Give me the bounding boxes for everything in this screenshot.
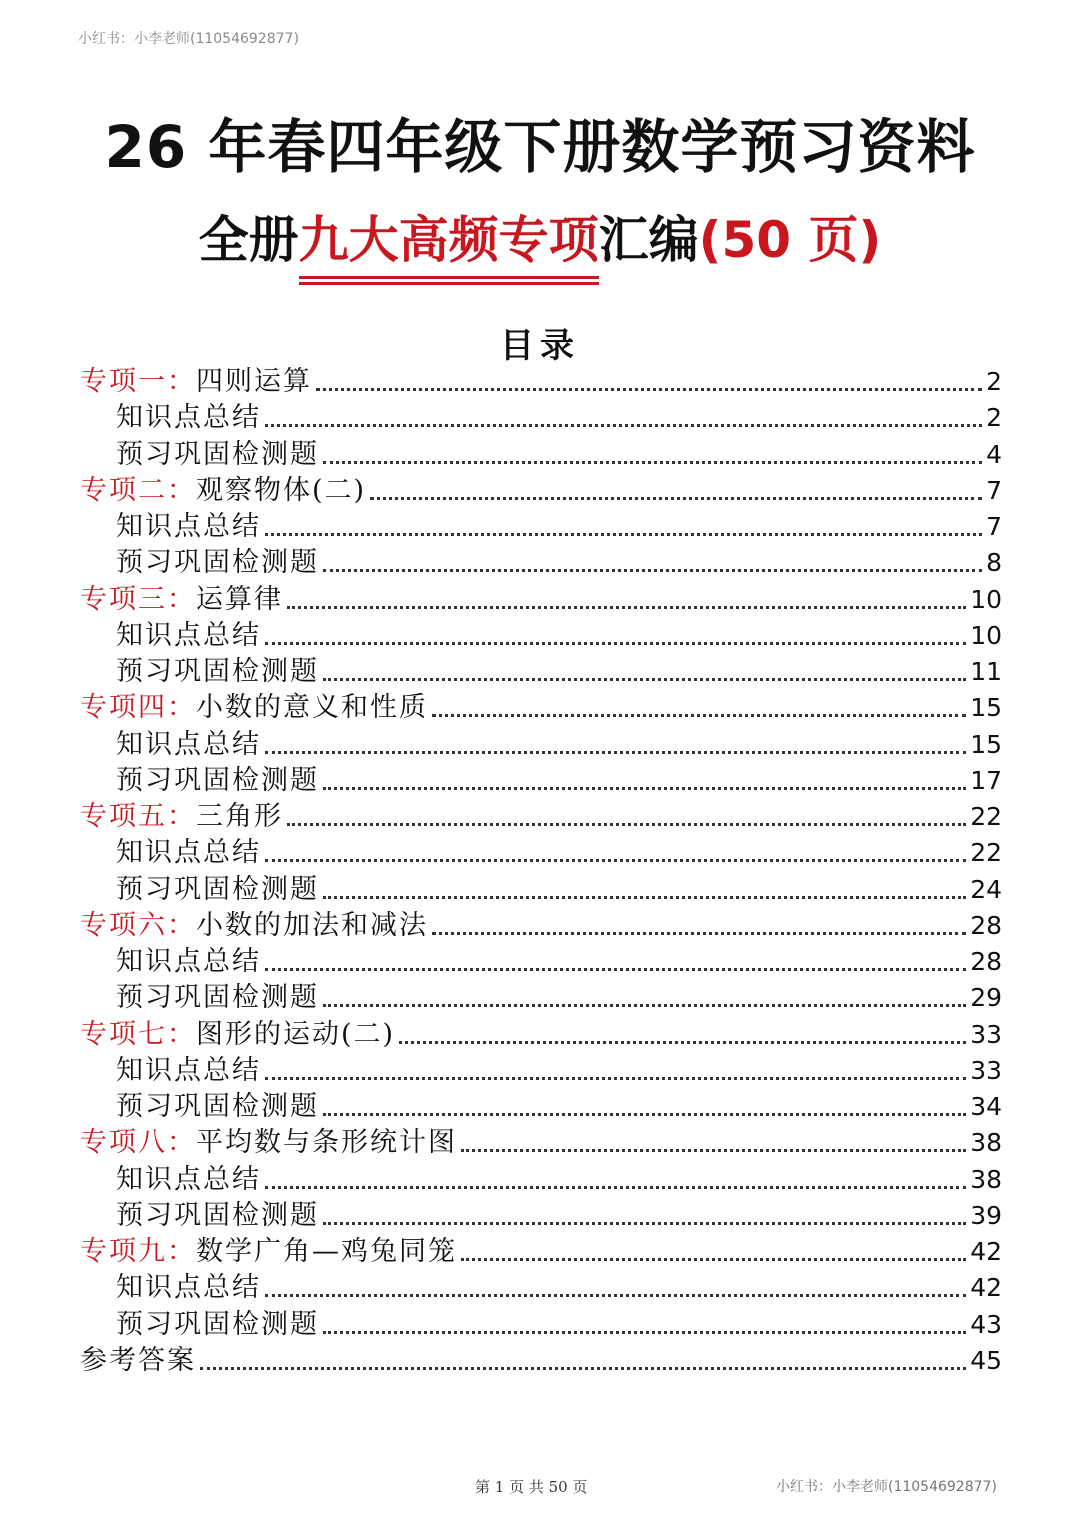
toc-subentry[interactable] bbox=[116, 654, 1002, 690]
toc-entry-text: 平均数与条形统计图 bbox=[196, 1127, 457, 1159]
toc-entry[interactable] bbox=[80, 1125, 1002, 1161]
document-title: 26 年春四年级下册数学预习资料 bbox=[104, 113, 976, 181]
toc-entry-text: 运算律 bbox=[196, 583, 283, 615]
toc-entry-prefix: 专项五： bbox=[80, 801, 196, 832]
toc-entry-prefix: 专项一： bbox=[80, 366, 196, 397]
dot-leader bbox=[287, 823, 966, 826]
toc-entry[interactable] bbox=[80, 690, 1002, 726]
toc-entry-text: 小数的意义和性质 bbox=[196, 692, 428, 724]
toc-entry-prefix: 专项六： bbox=[80, 909, 196, 941]
toc-entry-prefix: 专项二： bbox=[80, 474, 196, 506]
toc-page-number: 7 bbox=[986, 512, 1002, 541]
toc-entry-label bbox=[116, 835, 261, 871]
toc-entry-prefix: 专项四： bbox=[80, 692, 196, 724]
dot-leader bbox=[265, 751, 966, 754]
toc-subentry[interactable] bbox=[116, 944, 1002, 980]
toc-subentry[interactable] bbox=[116, 1307, 1002, 1343]
document-subtitle bbox=[0, 200, 1080, 279]
toc-entry-text: 知识点总结 bbox=[116, 837, 261, 869]
toc-page-number: 33 bbox=[970, 1019, 1002, 1049]
toc-page-number: 29 bbox=[970, 983, 1002, 1013]
toc-entry-prefix: 专项八： bbox=[80, 1127, 196, 1159]
toc-page-number: 10 bbox=[970, 620, 1002, 650]
toc-entry[interactable] bbox=[80, 799, 1002, 835]
toc-entry-text: 小数的加法和减法 bbox=[196, 909, 428, 941]
dot-leader bbox=[265, 642, 966, 645]
toc-entry-text: 知识点总结 bbox=[116, 619, 261, 651]
toc-entry-label bbox=[116, 1307, 319, 1343]
toc-page-number: 2 bbox=[986, 403, 1002, 433]
toc-entry-text: 知识点总结 bbox=[116, 511, 261, 542]
toc-entry-prefix: 专项九： bbox=[80, 1236, 196, 1267]
toc-subentry[interactable] bbox=[116, 872, 1002, 908]
dot-leader bbox=[287, 606, 966, 609]
toc-subentry[interactable] bbox=[116, 1053, 1002, 1089]
toc-page-number: 42 bbox=[970, 1237, 1002, 1266]
toc-page-number: 39 bbox=[970, 1200, 1002, 1230]
toc-page-number: 15 bbox=[970, 693, 1002, 723]
toc-entry[interactable] bbox=[80, 1017, 1002, 1053]
toc-entry-text: 知识点总结 bbox=[116, 1272, 261, 1304]
toc-entry-label bbox=[80, 1234, 457, 1270]
dot-leader bbox=[432, 714, 966, 717]
toc-subentry[interactable] bbox=[116, 437, 1002, 473]
toc-entry-label bbox=[116, 727, 261, 763]
dot-leader bbox=[323, 1113, 966, 1116]
toc-entry-text: 三角形 bbox=[196, 801, 283, 832]
watermark-bottom: 小红书：小李老师(11054692877) bbox=[776, 1479, 997, 1495]
dot-leader bbox=[200, 1367, 966, 1370]
toc-entry-text: 观察物体(二) bbox=[196, 474, 367, 506]
toc-entry[interactable] bbox=[80, 582, 1002, 618]
dot-leader bbox=[323, 678, 966, 681]
toc-subentry[interactable] bbox=[116, 1162, 1002, 1198]
toc-page-number: 22 bbox=[970, 802, 1002, 831]
page-indicator: 第 1 页 共 50 页 bbox=[475, 1478, 588, 1496]
toc-entry-label bbox=[80, 473, 366, 509]
toc-entry-label bbox=[116, 1089, 319, 1125]
subtitle-part2: 汇编 bbox=[598, 211, 699, 269]
toc-page-number: 10 bbox=[970, 584, 1002, 614]
toc-subentry[interactable] bbox=[116, 980, 1002, 1016]
subtitle-page-count: (50 页) bbox=[698, 211, 882, 269]
toc-entry-label bbox=[116, 1162, 261, 1198]
dot-leader bbox=[432, 932, 966, 935]
toc-entry-text: 预习巩固检测题 bbox=[116, 438, 319, 470]
toc-entry-label bbox=[116, 654, 319, 690]
toc-entry[interactable] bbox=[80, 473, 1002, 509]
toc-entry-label bbox=[116, 1270, 261, 1306]
toc-entry-text: 数学广角—鸡兔同笼 bbox=[196, 1236, 457, 1267]
toc-entry-label bbox=[116, 509, 261, 545]
toc-page-number: 11 bbox=[970, 657, 1002, 686]
dot-leader bbox=[323, 569, 982, 572]
toc-subentry[interactable] bbox=[116, 763, 1002, 799]
dot-leader bbox=[399, 1041, 966, 1044]
toc-page-number: 38 bbox=[970, 1164, 1002, 1194]
toc-subentry[interactable] bbox=[116, 509, 1002, 545]
toc-page-number: 33 bbox=[970, 1055, 1002, 1085]
toc-entry-text: 预习巩固检测题 bbox=[116, 547, 319, 579]
toc-entry-text: 预习巩固检测题 bbox=[116, 873, 319, 905]
toc-entry-label bbox=[116, 1053, 261, 1089]
toc-page-number: 38 bbox=[970, 1128, 1002, 1158]
toc-entry-label bbox=[116, 545, 319, 581]
toc-entry-label bbox=[116, 763, 319, 799]
toc-entry-text: 预习巩固检测题 bbox=[116, 982, 319, 1014]
toc-page-number: 17 bbox=[970, 765, 1002, 795]
toc-entry-label bbox=[80, 799, 283, 835]
toc-entry-text: 预习巩固检测题 bbox=[116, 1091, 319, 1122]
toc-subentry[interactable] bbox=[116, 835, 1002, 871]
dot-leader bbox=[265, 424, 982, 427]
toc-entry-label bbox=[80, 364, 312, 400]
toc-entry-label bbox=[80, 1343, 196, 1379]
toc-entry-text: 预习巩固检测题 bbox=[116, 1308, 319, 1340]
subtitle-highlight: 九大高频专项 bbox=[299, 200, 599, 279]
dot-leader bbox=[461, 1149, 966, 1152]
watermark-top: 小红书：小李老师(11054692877) bbox=[78, 31, 299, 47]
toc-subentry[interactable] bbox=[116, 1270, 1002, 1306]
dot-leader bbox=[265, 1294, 966, 1297]
toc-entry[interactable] bbox=[80, 1234, 1002, 1270]
toc-subentry[interactable] bbox=[116, 1198, 1002, 1234]
toc-entry-label bbox=[116, 1198, 319, 1234]
dot-leader bbox=[265, 859, 966, 862]
toc-entry-text: 图形的运动(二) bbox=[196, 1018, 396, 1050]
toc-page-number: 28 bbox=[970, 910, 1002, 940]
toc-page-number: 7 bbox=[986, 475, 1002, 505]
dot-leader bbox=[323, 787, 966, 790]
toc-entry-text: 知识点总结 bbox=[116, 1163, 261, 1195]
toc-entry-text: 预习巩固检测题 bbox=[116, 1199, 319, 1231]
dot-leader bbox=[265, 533, 982, 536]
toc-entry-text: 知识点总结 bbox=[116, 728, 261, 760]
toc-page-number: 24 bbox=[970, 874, 1002, 904]
toc-entry-label bbox=[80, 908, 428, 944]
dot-leader bbox=[323, 896, 966, 899]
toc-entry-label bbox=[116, 437, 319, 473]
toc-entry-text: 四则运算 bbox=[196, 366, 312, 397]
toc-entry-text: 预习巩固检测题 bbox=[116, 764, 319, 796]
toc-subentry[interactable] bbox=[116, 545, 1002, 581]
toc-entry-label bbox=[116, 400, 261, 436]
dot-leader bbox=[323, 1004, 966, 1007]
toc-subentry[interactable] bbox=[116, 618, 1002, 654]
toc-entry-text: 知识点总结 bbox=[116, 946, 261, 977]
toc-entry-label bbox=[80, 582, 283, 618]
toc-entry-label bbox=[80, 1017, 395, 1053]
toc-subentry[interactable] bbox=[116, 1089, 1002, 1125]
toc-subentry[interactable] bbox=[116, 400, 1002, 436]
toc-page-number: 43 bbox=[970, 1309, 1002, 1339]
dot-leader bbox=[323, 1222, 966, 1225]
toc-entry-prefix: 专项三： bbox=[80, 583, 196, 615]
toc-entry-label bbox=[80, 690, 428, 726]
toc-page-number: 34 bbox=[970, 1092, 1002, 1121]
toc-entry[interactable] bbox=[80, 364, 1002, 400]
toc-page-number: 45 bbox=[970, 1345, 1002, 1375]
toc-page-number: 28 bbox=[970, 947, 1002, 976]
toc-page-number: 22 bbox=[970, 838, 1002, 868]
toc-entry-text: 知识点总结 bbox=[116, 1054, 261, 1086]
dot-leader bbox=[323, 461, 982, 464]
toc-page-number: 42 bbox=[970, 1273, 1002, 1303]
subtitle-part1: 全册 bbox=[198, 211, 299, 269]
toc-entry-label bbox=[116, 944, 261, 980]
toc-entry-text: 参考答案 bbox=[80, 1344, 196, 1376]
toc-entry[interactable] bbox=[80, 1343, 1002, 1379]
dot-leader bbox=[265, 1077, 966, 1080]
toc-entry[interactable] bbox=[80, 908, 1002, 944]
dot-leader bbox=[323, 1331, 966, 1334]
dot-leader bbox=[461, 1258, 966, 1261]
toc-entry-label bbox=[80, 1125, 457, 1161]
toc-page-number: 2 bbox=[986, 367, 1002, 396]
dot-leader bbox=[370, 497, 982, 500]
dot-leader bbox=[265, 968, 966, 971]
toc-entry-text: 预习巩固检测题 bbox=[116, 656, 319, 687]
toc-subentry[interactable] bbox=[116, 727, 1002, 763]
toc-entry-label bbox=[116, 980, 319, 1016]
toc-entry-prefix: 专项七： bbox=[80, 1018, 196, 1050]
toc-page-number: 15 bbox=[970, 729, 1002, 759]
toc-heading: 目录 bbox=[500, 326, 580, 366]
toc-entry-label bbox=[116, 618, 261, 654]
toc-entry-label bbox=[116, 872, 319, 908]
toc-entry-text: 知识点总结 bbox=[116, 402, 261, 434]
dot-leader bbox=[316, 388, 982, 391]
toc-page-number: 8 bbox=[986, 548, 1002, 578]
dot-leader bbox=[265, 1186, 966, 1189]
toc-page-number: 4 bbox=[986, 439, 1002, 469]
